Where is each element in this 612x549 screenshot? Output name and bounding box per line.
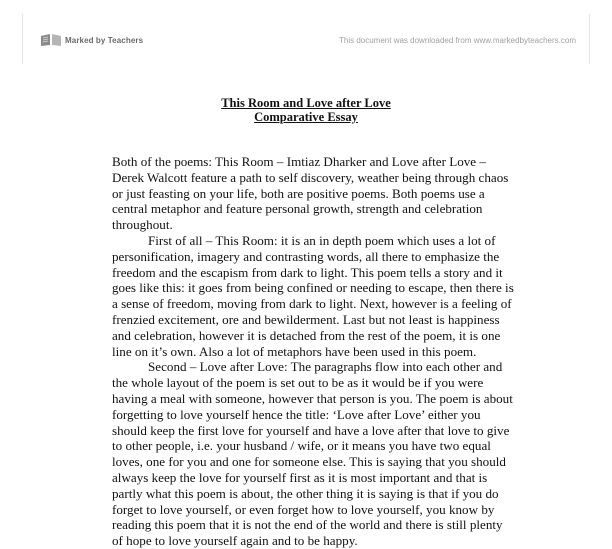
download-note: This document was downloaded from www.markedbyteachers.com	[339, 36, 576, 45]
paragraph-love-after-love: Second – Love after Love: The paragraphs flow into each other and the whole layout of the poem is set out to be as it would be if you were having a meal with someone, however that person is you. The poem is about forgetting to love yourself hence the title: ‘Love after Love’ either you should keep the first love for yourself and have a love after that love to give to other people, i.e. your husband / wife, or it means you have two equal loves, one for you and one for someone else. This is saying that you should always keep the love for yourself first as it is most important and that is partly what this poem is about, the other thing it is saying is that if you do forget to love yourself, or even forget how to love yourself, you know by reading this poem that it is not the end of the world and there is still plenty of hope to love yourself again and to be happy.	[112, 359, 513, 549]
marked-by-teachers-logo	[40, 33, 143, 47]
document-title: This Room and Love after Love	[221, 96, 391, 110]
essay-body	[112, 154, 514, 549]
logo-text: Marked by Teachers	[65, 35, 144, 45]
document-subtitle: Comparative Essay	[254, 110, 358, 124]
page-header	[0, 0, 612, 60]
open-book-icon	[40, 33, 62, 47]
paragraph-intro: Both of the poems: This Room – Imtiaz Dharker and Love after Love – Derek Walcott feature a path to self discovery, weather being through chaos or just feasting on your life, both are positive poems. Both poems use a central metaphor and feature personal growth, strength and celebration throughout.	[112, 154, 509, 233]
paragraph-this-room: First of all – This Room: it is an in depth poem which uses a lot of personification, imagery and contrasting words, all there to emphasize the freedom and the escapism from dark to light. This poem tells a story and it goes like this: it goes from being confined or needing to escape, then there is a sense of freedom, moving from dark to light. Next, however is a feeling of frenzied excitement, ore and bewilderment. Last but not least is happiness and celebration, however it is detached from the rest of the poem, it is one line on it’s own. Also a lot of metaphors have been used in this poem.	[112, 232, 514, 359]
title-block	[0, 96, 612, 124]
